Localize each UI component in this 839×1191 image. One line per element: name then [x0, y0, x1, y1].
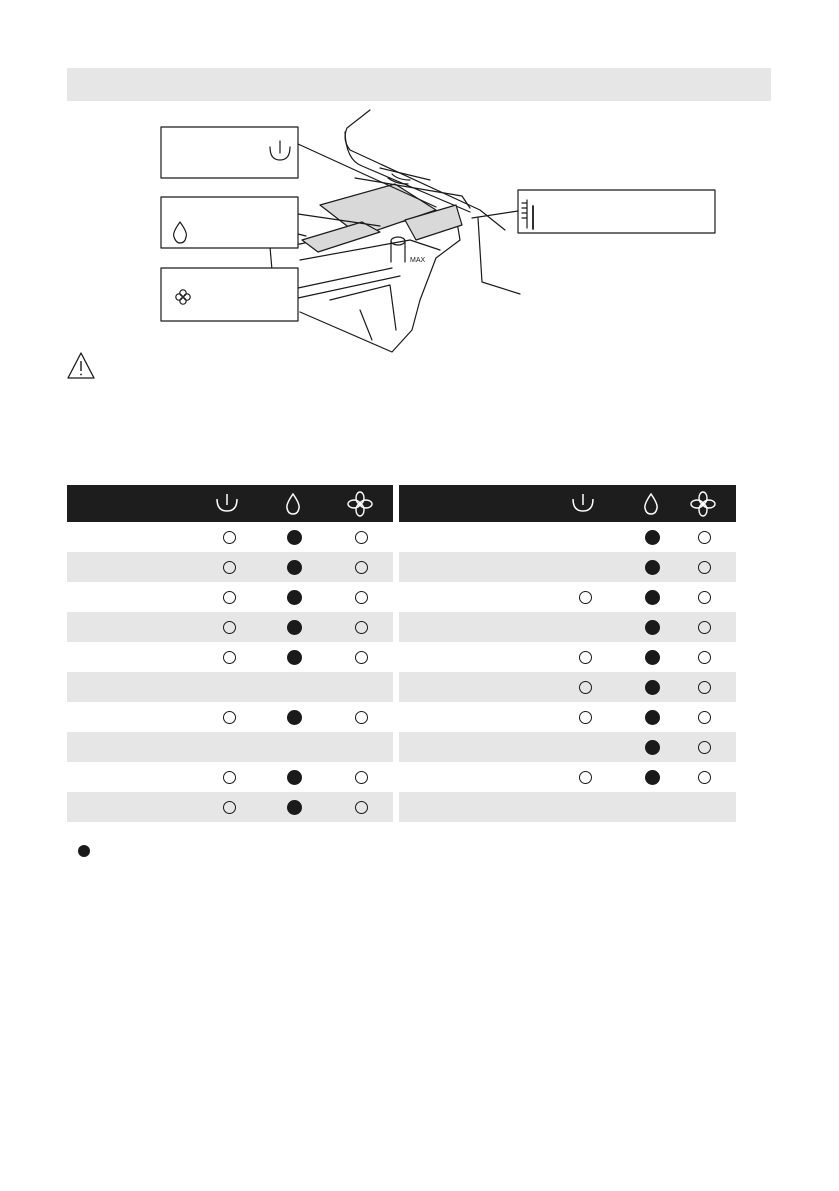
- prewash-cell: [209, 642, 249, 672]
- empty-circle: [355, 621, 368, 634]
- softener-cell: [341, 612, 381, 642]
- drop-icon: [631, 485, 671, 522]
- filled-dot: [645, 620, 660, 635]
- empty-circle: [223, 531, 236, 544]
- empty-circle: [698, 711, 711, 724]
- table-row: [399, 552, 736, 582]
- table-row: [67, 792, 393, 822]
- empty-circle: [579, 771, 592, 784]
- softener-cell: [341, 552, 381, 582]
- main_wash-cell: [632, 672, 672, 702]
- table-row: [67, 612, 393, 642]
- softener-cell: [684, 762, 724, 792]
- prewash-cell: [209, 702, 249, 732]
- empty-circle: [355, 531, 368, 544]
- table-row: [399, 522, 736, 552]
- empty-circle: [223, 651, 236, 664]
- empty-circle: [698, 741, 711, 754]
- softener-cell: [341, 762, 381, 792]
- softener-cell: [684, 522, 724, 552]
- empty-circle: [579, 591, 592, 604]
- main_wash-cell: [632, 702, 672, 732]
- empty-circle: [223, 591, 236, 604]
- softener-cell: [684, 672, 724, 702]
- main_wash-cell: [274, 792, 314, 822]
- prewash-cell: [209, 582, 249, 612]
- dispenser-illustration: [0, 0, 839, 360]
- table-header: [399, 485, 736, 522]
- prewash-compartment-icon: [207, 485, 247, 522]
- drop-icon: [273, 485, 313, 522]
- empty-circle: [698, 591, 711, 604]
- filled-dot: [645, 590, 660, 605]
- flower-icon: [340, 485, 380, 522]
- main_wash-cell: [274, 582, 314, 612]
- table-row: [67, 642, 393, 672]
- empty-circle: [223, 801, 236, 814]
- filled-dot: [287, 710, 302, 725]
- empty-circle: [698, 531, 711, 544]
- prewash-cell: [565, 642, 605, 672]
- table-row: [399, 642, 736, 672]
- empty-circle: [698, 561, 711, 574]
- detergent-table-left: [67, 485, 393, 822]
- main_wash-cell: [632, 552, 672, 582]
- softener-cell: [684, 582, 724, 612]
- empty-circle: [579, 651, 592, 664]
- empty-circle: [698, 621, 711, 634]
- empty-circle: [355, 591, 368, 604]
- table-row: [399, 762, 736, 792]
- filled-dot: [645, 650, 660, 665]
- empty-circle: [223, 771, 236, 784]
- filled-dot: [287, 530, 302, 545]
- filled-dot: [645, 770, 660, 785]
- softener-cell: [684, 552, 724, 582]
- main_wash-cell: [274, 522, 314, 552]
- filled-dot: [287, 770, 302, 785]
- empty-circle: [698, 771, 711, 784]
- main_wash-cell: [274, 762, 314, 792]
- empty-circle: [355, 771, 368, 784]
- filled-dot: [645, 740, 660, 755]
- prewash-cell: [565, 702, 605, 732]
- flower-icon: [683, 485, 723, 522]
- table-row: [67, 552, 393, 582]
- main_wash-cell: [274, 642, 314, 672]
- prewash-cell: [209, 522, 249, 552]
- prewash-cell: [209, 792, 249, 822]
- main_wash-cell: [632, 642, 672, 672]
- prewash-cell: [209, 552, 249, 582]
- table-row: [67, 762, 393, 792]
- empty-circle: [698, 681, 711, 694]
- prewash-cell: [565, 672, 605, 702]
- softener-cell: [684, 702, 724, 732]
- prewash-cell: [565, 762, 605, 792]
- table-row: [399, 672, 736, 702]
- filled-dot: [645, 560, 660, 575]
- table-row: [67, 672, 393, 702]
- softener-cell: [684, 732, 724, 762]
- filled-dot: [287, 590, 302, 605]
- table-row: [399, 732, 736, 762]
- table-row: [399, 792, 736, 822]
- empty-circle: [579, 711, 592, 724]
- softener-cell: [684, 642, 724, 672]
- empty-circle: [355, 711, 368, 724]
- filled-dot: [287, 560, 302, 575]
- empty-circle: [355, 801, 368, 814]
- prewash-compartment-icon: [563, 485, 603, 522]
- main_wash-cell: [632, 582, 672, 612]
- empty-circle: [698, 651, 711, 664]
- table-row: [399, 702, 736, 732]
- empty-circle: [223, 711, 236, 724]
- table-row: [67, 732, 393, 762]
- filled-dot: [287, 800, 302, 815]
- main_wash-cell: [274, 612, 314, 642]
- softener-cell: [341, 792, 381, 822]
- table-row: [399, 582, 736, 612]
- prewash-cell: [209, 762, 249, 792]
- filled-dot: [645, 530, 660, 545]
- softener-cell: [341, 582, 381, 612]
- filled-dot: [287, 620, 302, 635]
- main_wash-cell: [632, 732, 672, 762]
- softener-cell: [341, 702, 381, 732]
- empty-circle: [355, 561, 368, 574]
- main_wash-cell: [274, 702, 314, 732]
- legend-filled-dot: [78, 845, 90, 857]
- softener-cell: [341, 642, 381, 672]
- table-row: [399, 612, 736, 642]
- table-row: [67, 522, 393, 552]
- main_wash-cell: [632, 522, 672, 552]
- empty-circle: [579, 681, 592, 694]
- empty-circle: [223, 621, 236, 634]
- filled-dot: [287, 650, 302, 665]
- table-row: [67, 702, 393, 732]
- empty-circle: [223, 561, 236, 574]
- max-marking: MAX: [410, 257, 426, 264]
- table-header: [67, 485, 393, 522]
- main_wash-cell: [632, 612, 672, 642]
- table-row: [67, 582, 393, 612]
- warning-triangle-icon: [66, 351, 96, 381]
- empty-circle: [355, 651, 368, 664]
- main_wash-cell: [274, 552, 314, 582]
- softener-cell: [684, 612, 724, 642]
- filled-dot: [645, 680, 660, 695]
- prewash-cell: [209, 612, 249, 642]
- softener-cell: [341, 522, 381, 552]
- main_wash-cell: [632, 762, 672, 792]
- filled-dot: [645, 710, 660, 725]
- detergent-table-right: [399, 485, 736, 822]
- prewash-cell: [565, 582, 605, 612]
